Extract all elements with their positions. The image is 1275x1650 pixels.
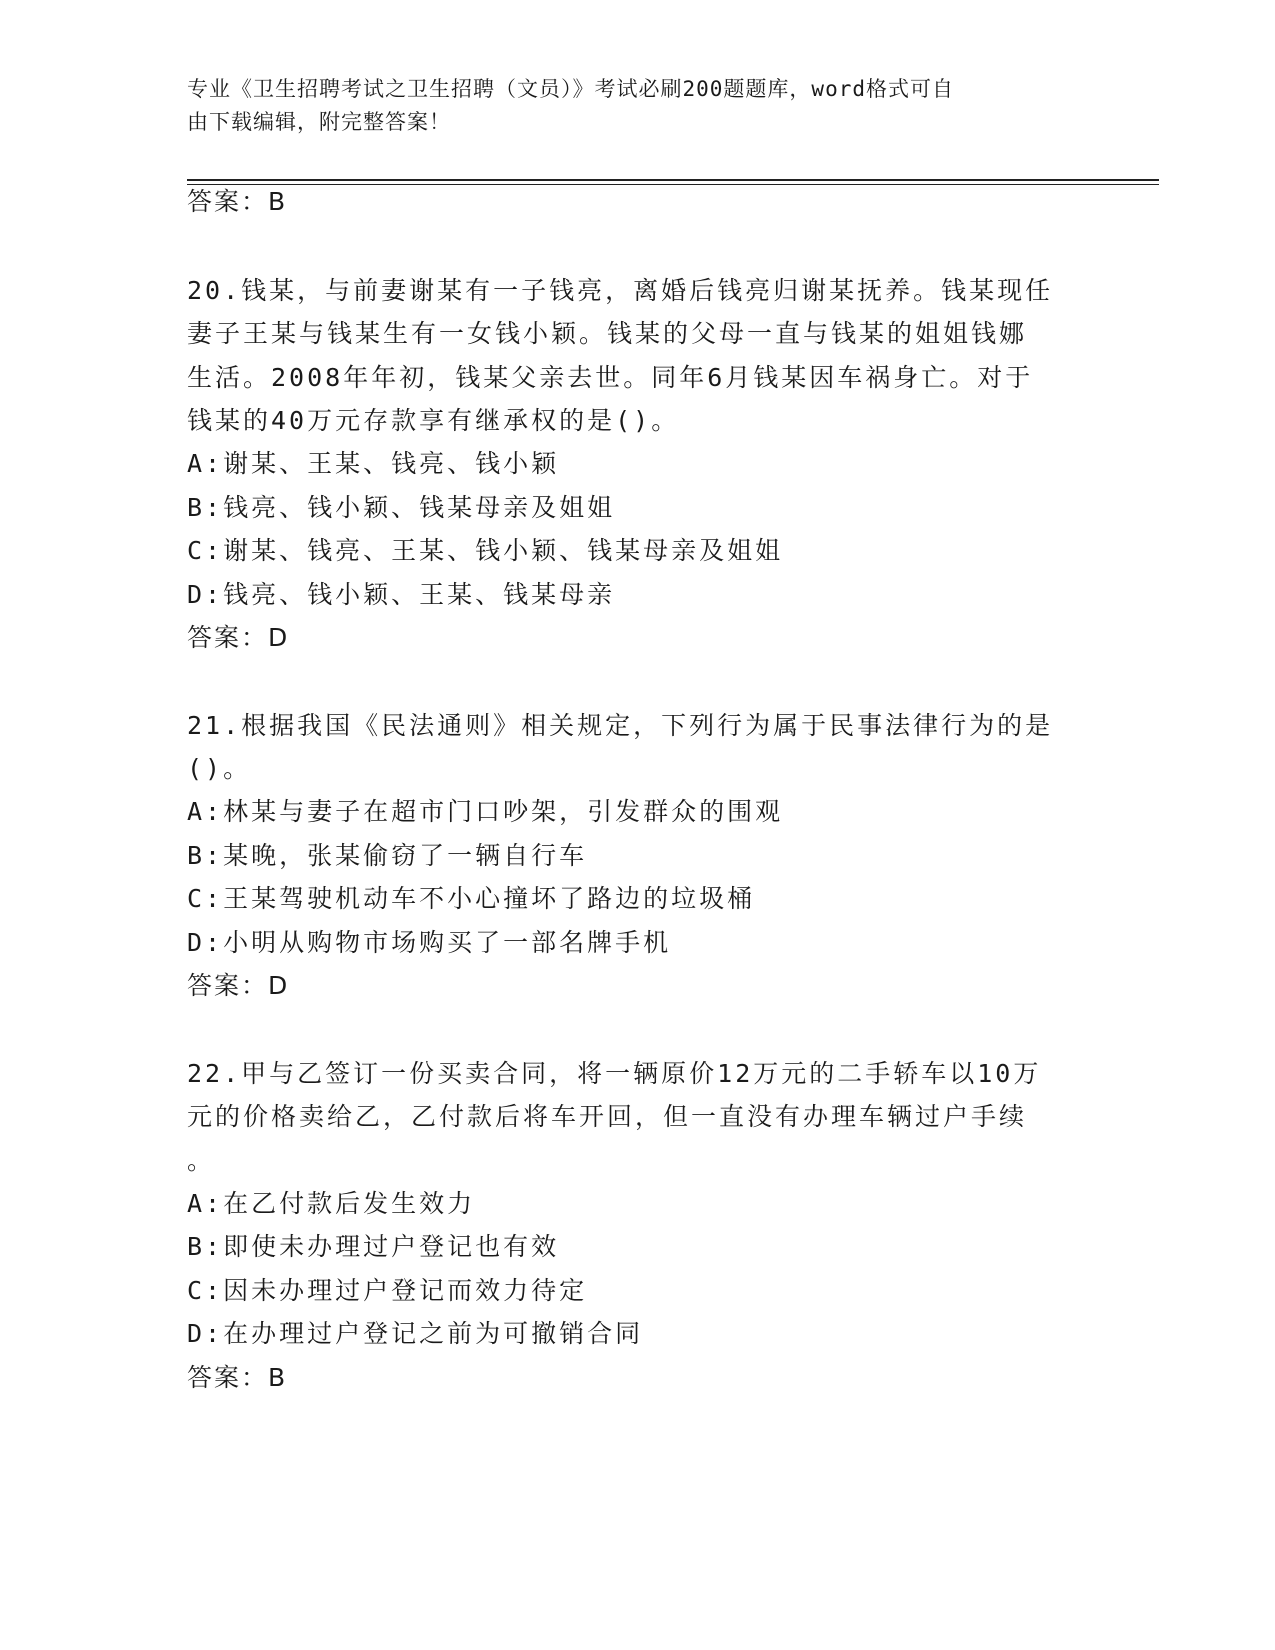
question-20-option-d: D:钱亮、钱小颖、王某、钱某母亲 (187, 580, 616, 609)
question-20-stem-line-2: 妻子王某与钱某生有一女钱小颖。钱某的父母一直与钱某的姐姐钱娜 (187, 319, 1028, 348)
question-22-option-b: B:即使未办理过户登记也有效 (187, 1232, 560, 1261)
question-22-option-c: C:因未办理过户登记而效力待定 (187, 1276, 588, 1305)
question-21-option-a: A:林某与妻子在超市门口吵架，引发群众的围观 (187, 797, 784, 826)
question-22-answer: 答案：B (187, 1363, 288, 1392)
question-21-answer: 答案：D (187, 971, 290, 1000)
question-22-stem-line-1: 22.甲与乙签订一份买卖合同，将一辆原价12万元的二手轿车以10万 (187, 1059, 1042, 1088)
question-22-stem-line-2: 元的价格卖给乙，乙付款后将车开回，但一直没有办理车辆过户手续 (187, 1102, 1028, 1131)
header-line-2: 由下载编辑，附完整答案！ (187, 110, 451, 134)
question-20-option-b: B:钱亮、钱小颖、钱某母亲及姐姐 (187, 493, 616, 522)
question-22-stem-line-3: 。 (187, 1146, 216, 1175)
header-line-1: 专业《卫生招聘考试之卫生招聘（文员）》考试必刷200题题库，word格式可自 (187, 77, 954, 101)
question-20-stem-line-3: 生活。2008年年初，钱某父亲去世。同年6月钱某因车祸身亡。对于 (187, 363, 1034, 392)
question-20-option-a: A:谢某、王某、钱亮、钱小颖 (187, 449, 560, 478)
question-21-option-d: D:小明从购物市场购买了一部名牌手机 (187, 928, 672, 957)
question-21-option-c: C:王某驾驶机动车不小心撞坏了路边的垃圾桶 (187, 884, 756, 913)
question-20-stem-line-1: 20.钱某，与前妻谢某有一子钱亮，离婚后钱亮归谢某抚养。钱某现任 (187, 276, 1054, 305)
question-20-stem-line-4: 钱某的40万元存款享有继承权的是()。 (187, 406, 680, 435)
question-21-stem-line-1: 21.根据我国《民法通则》相关规定，下列行为属于民事法律行为的是 (187, 711, 1054, 740)
header-rule-thick (187, 179, 1159, 181)
question-21-stem-line-2: ()。 (187, 754, 252, 783)
header-rule-thin (187, 184, 1159, 185)
question-20-option-c: C:谢某、钱亮、王某、钱小颖、钱某母亲及姐姐 (187, 536, 784, 565)
question-21-option-b: B:某晚，张某偷窃了一辆自行车 (187, 841, 588, 870)
question-20-answer: 答案：D (187, 623, 290, 652)
answer-line: 答案：B (187, 187, 288, 216)
question-22-option-d: D:在办理过户登记之前为可撤销合同 (187, 1319, 644, 1348)
question-22-option-a: A:在乙付款后发生效力 (187, 1189, 476, 1218)
document-header (187, 73, 1067, 139)
